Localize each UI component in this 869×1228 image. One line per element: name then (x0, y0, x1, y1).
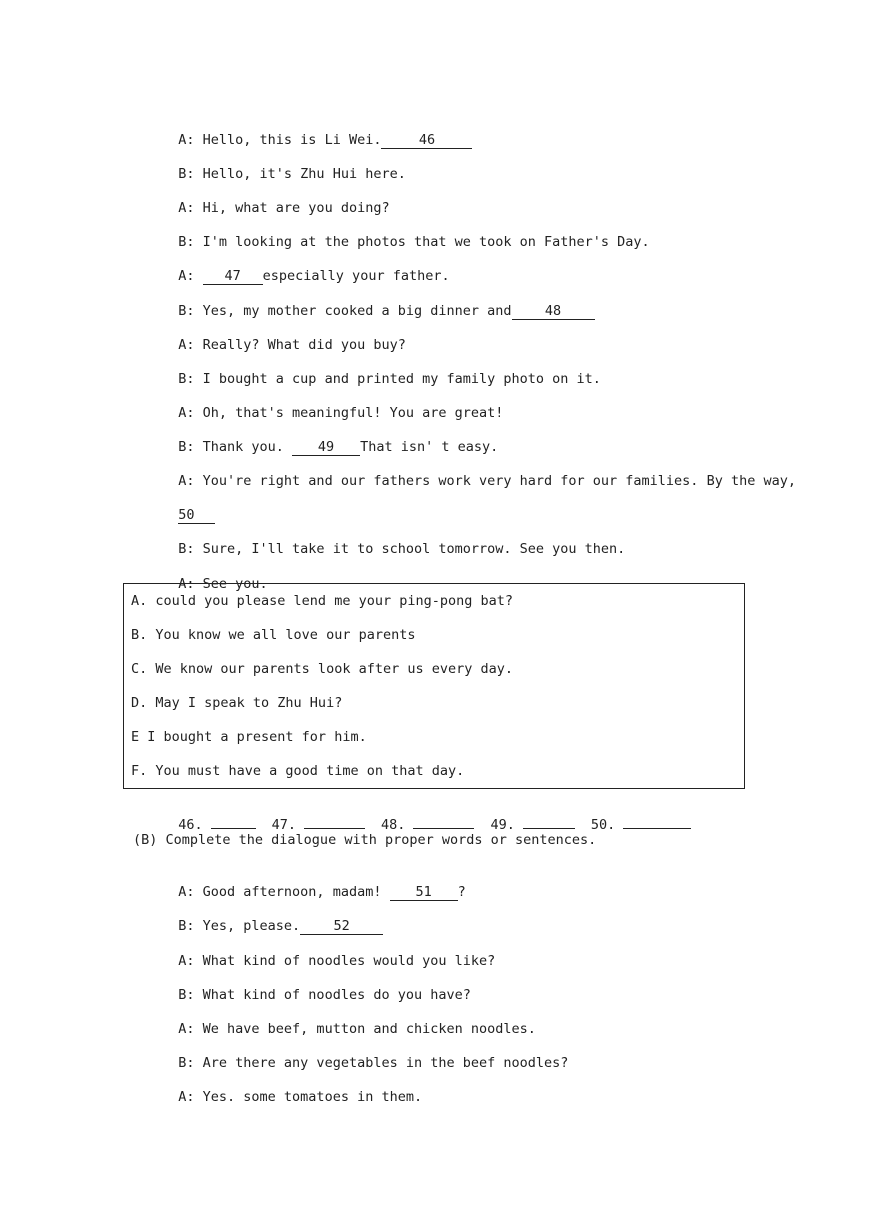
dialogue-line (162, 1070, 422, 1106)
dialogue-line (162, 934, 495, 970)
dialogue-line (162, 488, 215, 524)
answer-line[interactable] (211, 814, 256, 829)
dialogue-line (162, 968, 471, 1004)
dialogue-line (162, 420, 498, 456)
dialogue-line (162, 113, 472, 149)
answer-blank: 47 (203, 268, 263, 285)
answer-line[interactable] (623, 814, 691, 829)
dialogue-text: A: We have beef, mutton and chicken noodles. (178, 1021, 536, 1037)
answer-number: 47. (271, 817, 297, 833)
dialogue-line (162, 215, 650, 251)
dialogue-text: A: (178, 268, 203, 284)
dialogue-text: B: Thank you. (178, 439, 293, 455)
answer-row (162, 796, 691, 834)
answer-blank: 50 (178, 507, 215, 524)
option-f: F. You must have a good time on that day. (131, 763, 465, 779)
answer-line[interactable] (304, 814, 365, 829)
answer-line[interactable] (413, 814, 474, 829)
dialogue-line (162, 1002, 536, 1038)
option-d: D. May I speak to Zhu Hui? (131, 695, 343, 711)
answer-number: 46. (178, 817, 203, 833)
dialogue-text: B: Sure, I'll take it to school tomorrow. See you then. (178, 541, 626, 557)
dialogue-line (162, 386, 503, 422)
dialogue-text: A: You're right and our fathers work very hard for our families. By the way, (178, 473, 796, 489)
dialogue-text: A: Good afternoon, madam! (178, 884, 390, 900)
dialogue-text: ? (457, 884, 466, 900)
dialogue-text: B: What kind of noodles do you have? (178, 987, 471, 1003)
option-c: C. We know our parents look after us every day. (131, 661, 514, 677)
answer-blank: 48 (512, 303, 595, 320)
dialogue-text: B: I bought a cup and printed my family photo on it. (178, 371, 601, 387)
dialogue-line (162, 454, 796, 490)
dialogue-line (162, 249, 450, 285)
dialogue-line (162, 899, 383, 935)
dialogue-text: A: Really? What did you buy? (178, 337, 406, 353)
options-box (123, 583, 745, 789)
dialogue-text: A: Oh, that's meaningful! You are great! (178, 405, 504, 421)
option-e: E I bought a present for him. (131, 729, 367, 745)
dialogue-text: A: Hello, this is Li Wei. (178, 132, 382, 148)
section-b-heading: (B) Complete the dialogue with proper words or sentences. (133, 832, 597, 848)
option-b: B. You know we all love our parents (131, 627, 416, 643)
answer-line[interactable] (523, 814, 575, 829)
answer-blank: 52 (300, 918, 383, 935)
dialogue-text: B: I'm looking at the photos that we took on Father's Day. (178, 234, 650, 250)
dialogue-line (162, 318, 406, 354)
dialogue-text: A: What kind of noodles would you like? (178, 953, 496, 969)
dialogue-text: B: Are there any vegetables in the beef noodles? (178, 1055, 569, 1071)
answer-blank: 49 (292, 439, 360, 456)
dialogue-text: That isn' t easy. (360, 439, 499, 455)
answer-number: 50. (590, 817, 616, 833)
option-a: A. could you please lend me your ping-pong bat? (131, 593, 514, 609)
answer-blank: 46 (381, 132, 472, 149)
dialogue-text: A: Yes. some tomatoes in them. (178, 1089, 423, 1105)
answer-number: 49. (490, 817, 515, 833)
dialogue-line (162, 181, 390, 217)
dialogue-text: B: Yes, please. (178, 918, 301, 934)
dialogue-text: B: Hello, it's Zhu Hui here. (178, 166, 406, 182)
dialogue-text: B: Yes, my mother cooked a big dinner and (178, 303, 512, 319)
dialogue-text: A: Hi, what are you doing? (178, 200, 390, 216)
dialogue-line (162, 352, 601, 388)
dialogue-line (162, 865, 466, 901)
dialogue-line (162, 284, 595, 320)
dialogue-text: A: See you. (178, 576, 268, 592)
answer-blank: 51 (390, 884, 458, 901)
dialogue-text: especially your father. (262, 268, 450, 284)
dialogue-line (162, 1036, 568, 1072)
answer-number: 48. (381, 817, 406, 833)
dialogue-line (162, 147, 406, 183)
dialogue-line (162, 522, 625, 558)
